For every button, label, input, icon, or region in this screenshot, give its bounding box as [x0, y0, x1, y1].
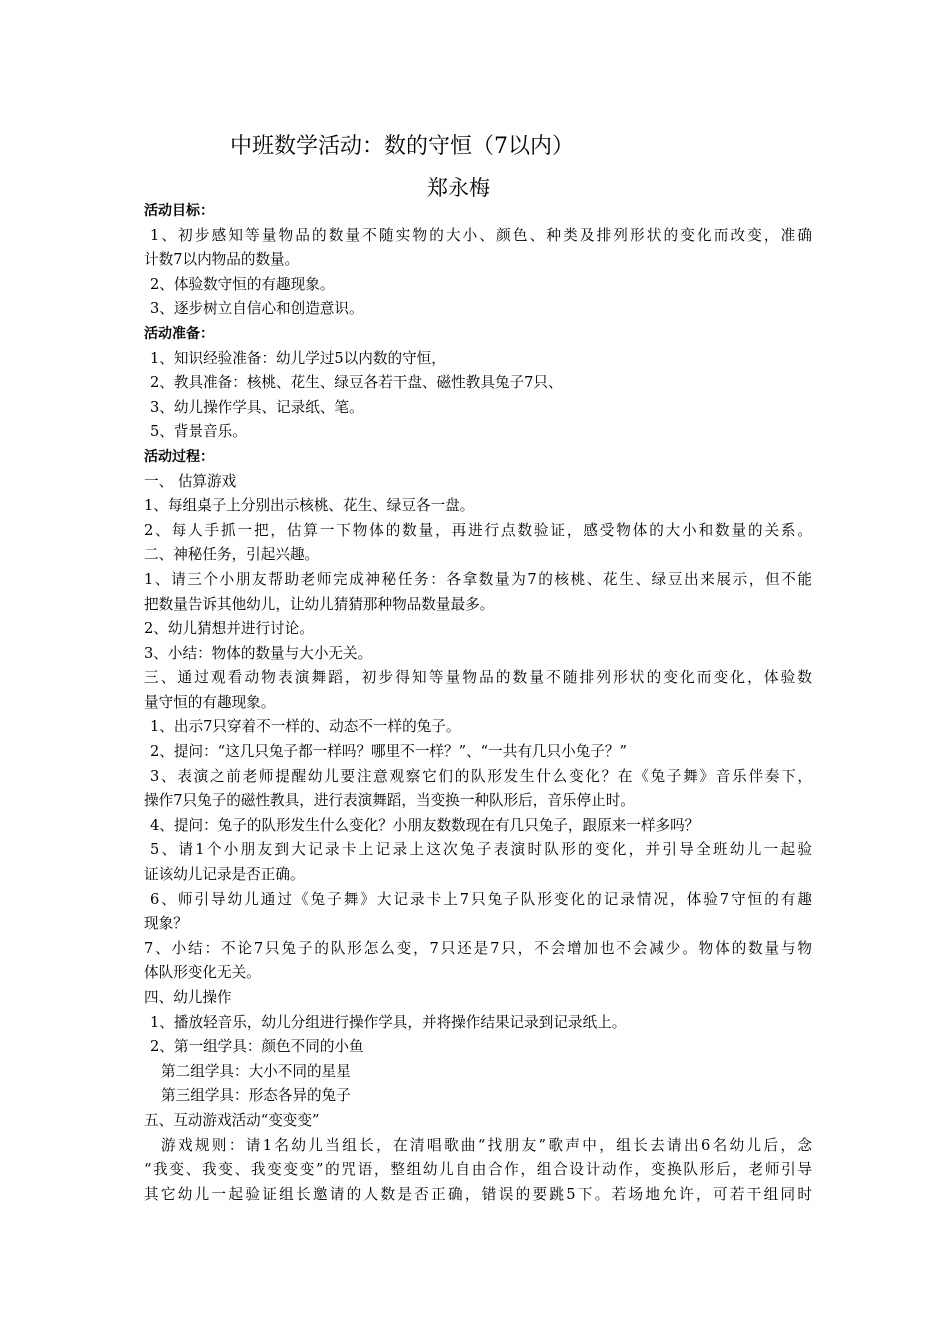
text-line: 2、每人手抓一把，估算一下物体的数量，再进行点数验证，感受物体的大小和数量的关系。 — [144, 521, 812, 539]
text-line: 三、通过观看动物表演舞蹈，初步得知等量物品的数量不随排列形状的变化而变化，体验数 — [144, 669, 812, 687]
text-line: 2、幼儿猜想并进行讨论。 — [144, 620, 314, 638]
text-line: 3、幼儿操作学具、记录纸、笔。 — [150, 398, 364, 416]
text-line: 一、 估算游戏 — [144, 472, 237, 490]
text-line: 四、幼儿操作 — [144, 989, 232, 1006]
section-heading: 活动目标： — [144, 203, 214, 219]
text-line: 游戏规则：请1名幼儿当组长，在清唱歌曲“找朋友”歌声中，组长去请出6名幼儿后，念 — [161, 1136, 812, 1154]
text-line: 1、初步感知等量物品的数量不随实物的大小、颜色、种类及排列形状的变化而改变，准确 — [150, 226, 812, 244]
text-line: 5、背景音乐。 — [150, 423, 247, 441]
text-line: “我变、我变、我变变变”的咒语，整组幼儿自由合作，组合设计动作，变换队形后，老师引导 — [144, 1161, 812, 1179]
text-line: 计数7以内物品的数量。 — [144, 251, 300, 269]
text-line: 第二组学具：大小不同的星星 — [161, 1062, 351, 1080]
text-line: 3、小结：物体的数量与大小无关。 — [144, 644, 373, 662]
text-line: 体队形变化无关。 — [144, 964, 261, 982]
text-line: 6、师引导幼儿通过《兔子舞》大记录卡上7只兔子队形变化的记录情况，体验7守恒的有趣 — [150, 890, 812, 908]
text-line: 五、互动游戏活动“变变变” — [144, 1111, 320, 1129]
text-line: 2、教具准备：核桃、花生、绿豆各若干盘、磁性教具兔子7只、 — [150, 374, 563, 392]
text-line: 2、提问：“这几只兔子都一样吗？哪里不一样？”、“一共有几只小兔子？” — [150, 743, 627, 761]
text-line: 1、知识经验准备：幼儿学过5以内数的守恒， — [150, 349, 446, 367]
text-line: 证该幼儿记录是否正确。 — [144, 866, 305, 884]
text-line: 1、每组桌子上分别出示核桃、花生、绿豆各一盘。 — [144, 497, 475, 515]
text-line: 1、播放轻音乐，幼儿分组进行操作学具，并将操作结果记录到记录纸上。 — [150, 1013, 627, 1031]
document-body — [144, 199, 812, 1207]
text-line: 3、逐步树立自信心和创造意识。 — [150, 300, 364, 318]
text-line: 操作7只兔子的磁性教具，进行表演舞蹈，当变换一种队形后，音乐停止时。 — [144, 792, 635, 810]
section-heading: 活动过程： — [144, 448, 214, 465]
text-line: 3、表演之前老师提醒幼儿要注意观察它们的队形发生什么变化？在《兔子舞》音乐伴奏下， — [150, 767, 812, 785]
document-title: 中班数学活动：数的守恒（7以内） — [230, 134, 574, 159]
text-line: 现象？ — [144, 915, 188, 933]
text-line: 其它幼儿一起验证组长邀请的人数是否正确，错误的要跳5下。若场地允许，可若干组同时 — [144, 1185, 812, 1203]
text-line: 4、提问：兔子的队形发生什么变化？小朋友数数现在有几只兔子，跟原来一样多吗？ — [150, 816, 700, 834]
section-heading: 活动准备： — [144, 325, 214, 342]
text-line: 2、第一组学具：颜色不同的小鱼 — [150, 1038, 364, 1056]
text-line: 二、神秘任务，引起兴趣。 — [144, 546, 320, 564]
text-line: 7、小结：不论7只兔子的队形怎么变，7只还是7只，不会增加也不会减少。物体的数量与物 — [144, 939, 812, 957]
text-line: 把数量告诉其他幼儿，让幼儿猜猜那种物品数量最多。 — [144, 595, 495, 613]
text-line: 2、体验数守恒的有趣现象。 — [150, 275, 335, 293]
text-line: 1、出示7只穿着不一样的、动态不一样的兔子。 — [150, 718, 461, 736]
text-line: 第三组学具：形态各异的兔子 — [161, 1087, 351, 1105]
text-line: 量守恒的有趣现象。 — [144, 693, 276, 711]
text-line: 5、请1个小朋友到大记录卡上记录上这次兔子表演时队形的变化，并引导全班幼儿一起验 — [150, 841, 812, 859]
document-author: 郑永梅 — [427, 176, 490, 200]
text-line: 1、请三个小朋友帮助老师完成神秘任务：各拿数量为7的核桃、花生、绿豆出来展示，但不能 — [144, 570, 812, 588]
